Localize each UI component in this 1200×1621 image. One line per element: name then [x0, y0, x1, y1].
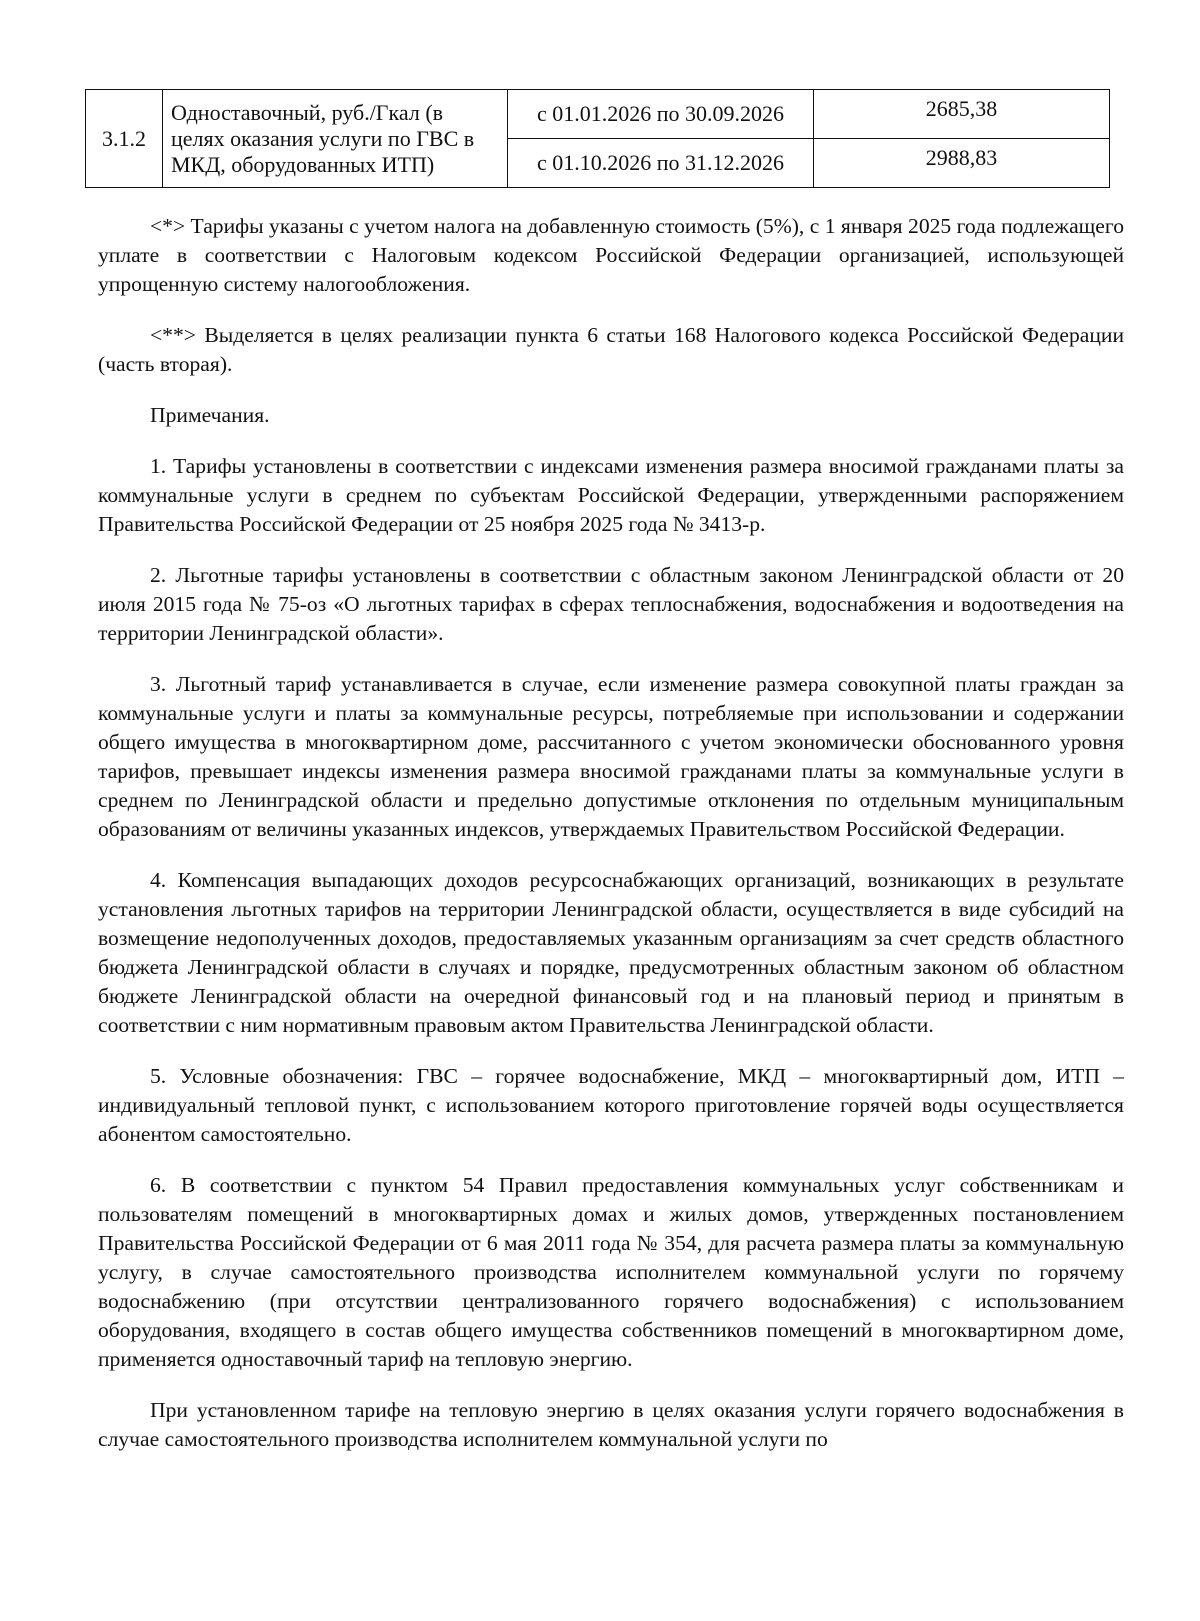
row-number-cell: 3.1.2	[86, 90, 163, 188]
note-continuation: При установленном тарифе на тепловую энергию в целях оказания услуги горячего водоснабжения в случае самостоятельного производства исполнителем коммунальной услуги по	[98, 1398, 1124, 1451]
note-1: 1. Тарифы установлены в соответствии с индексами изменения размера вносимой гражданами платы за коммунальные услуги в среднем по субъектам Российской Федерации, утвержденными распоряжением Правительства Российской Федерации от 25 ноября 2025 года № 3413-р.	[98, 454, 1124, 536]
note-2: 2. Льготные тарифы установлены в соответствии с областным законом Ленинградской области от 20 июля 2015 года № 75-оз «О льготных тарифах в сферах теплоснабжения, водоснабжения и водоотведения на территории Ленинградской области».	[98, 563, 1124, 645]
footnote-article: <**> Выделяется в целях реализации пункта 6 статьи 168 Налогового кодекса Российской Федерации (часть вторая).	[98, 323, 1124, 376]
table-row	[86, 90, 1110, 139]
tariff-table	[85, 89, 1110, 188]
note-4: 4. Компенсация выпадающих доходов ресурсоснабжающих организаций, возникающих в результате установления льготных тарифов на территории Ленинградской области, осуществляется в виде субсидий на возмещение недополученных доходов, предоставляемых указанным организациям за счет средств областного бюджета Ленинградской области в случаях и порядке, предусмотренных областным законом об областном бюджете Ленинградской области на очередной финансовый год и на плановый период и принятым в соответствии с ним нормативным правовым актом Правительства Ленинградской области.	[98, 868, 1124, 1037]
note-3: 3. Льготный тариф устанавливается в случае, если изменение размера совокупной платы граждан за коммунальные услуги и платы за коммунальные ресурсы, потребляемые при использовании и содержании общего имущества в многоквартирном доме, рассчитанного с учетом экономически обоснованного уровня тарифов, превышает индексы изменения размера вносимой гражданами платы за коммунальные услуги в среднем по Ленинградской области и предельно допустимые отклонения по отдельным муниципальным образованиям от величины указанных индексов, утверждаемых Правительством Российской Федерации.	[98, 672, 1124, 841]
notes-heading: Примечания.	[150, 403, 270, 427]
body-text	[98, 212, 1124, 1454]
note-5: 5. Условные обозначения: ГВС – горячее водоснабжение, МКД – многоквартирный дом, ИТП – индивидуальный тепловой пункт, с использованием которого приготовление горячей воды осуществляется абонентом самостоятельно.	[98, 1064, 1124, 1146]
note-6: 6. В соответствии с пунктом 54 Правил предоставления коммунальных услуг собственникам и пользователям помещений в многоквартирных домах и жилых домов, утвержденных постановлением Правительства Российской Федерации от 6 мая 2011 года № 354, для расчета размера платы за коммунальную услугу, в случае самостоятельного производства исполнителем коммунальной услуги по горячему водоснабжению (при отсутствии централизованного горячего водоснабжения) с использованием оборудования, входящего в состав общего имущества собственников помещений в многоквартирном доме, применяется одноставочный тариф на тепловую энергию.	[98, 1173, 1124, 1371]
footnote-vat: <*> Тарифы указаны с учетом налога на добавленную стоимость (5%), с 1 января 2025 года подлежащего уплате в соответствии с Налоговым кодексом Российской Федерации организацией, использующей упрощенную систему налогообложения.	[98, 214, 1124, 296]
period-cell: с 01.10.2026 по 31.12.2026	[508, 139, 814, 188]
row-description-cell: Одноставочный, руб./Гкал (в целях оказания услуги по ГВС в МКД, оборудованных ИТП)	[163, 90, 508, 188]
value-cell: 2685,38	[814, 90, 1110, 139]
value-cell: 2988,83	[814, 139, 1110, 188]
period-cell: с 01.01.2026 по 30.09.2026	[508, 90, 814, 139]
